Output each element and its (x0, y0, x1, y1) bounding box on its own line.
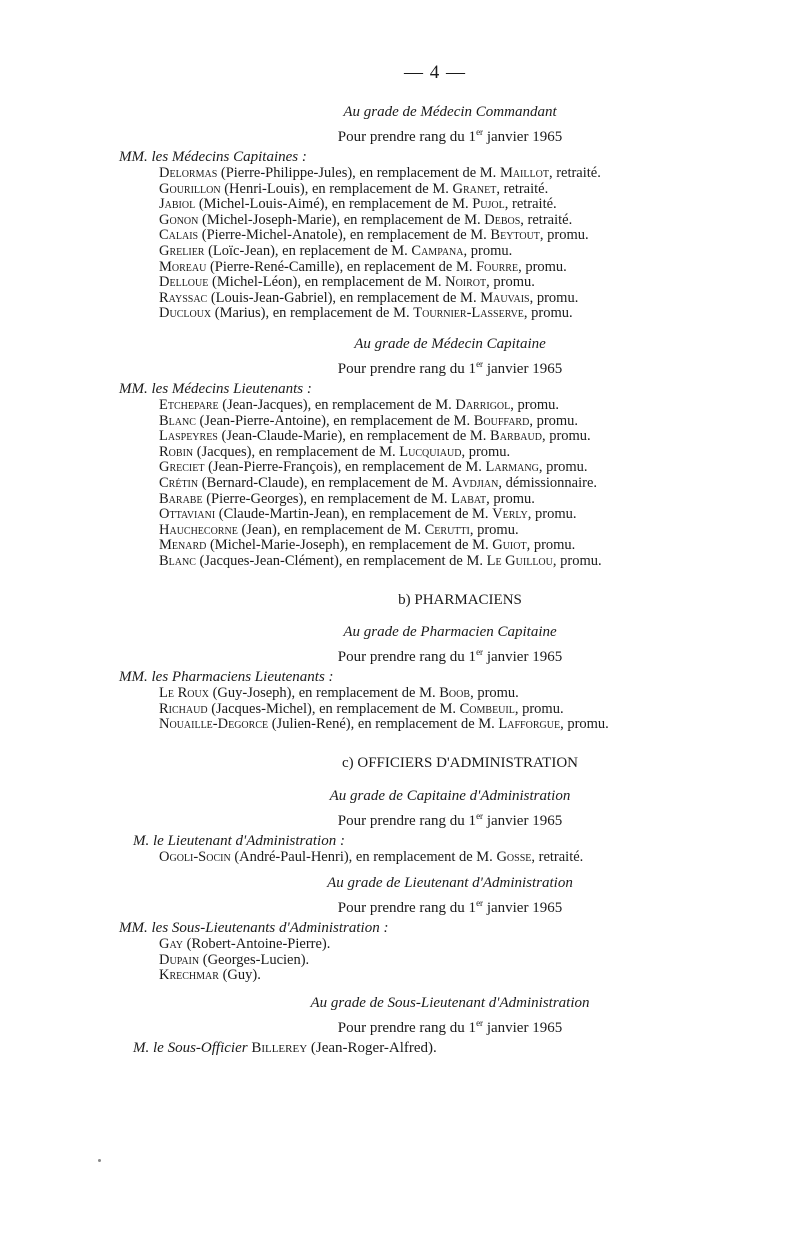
entries-list (0, 850, 800, 866)
person-name: Moreau (159, 258, 207, 275)
group-label: MM. les Médecins Lieutenants : (119, 381, 312, 397)
block-pharmacien-capitaine (0, 622, 800, 733)
replaced-name: Avdjian (451, 474, 499, 491)
entry-line (0, 702, 800, 718)
person-name: Delormas (159, 165, 218, 181)
entries-list (0, 686, 800, 733)
entry-line (0, 507, 800, 523)
entry-line (0, 523, 800, 539)
person-name: Blanc (159, 412, 196, 429)
rang-line: Pour prendre rang du 1er janvier 1965 (337, 127, 563, 145)
person-name: Crétin (159, 474, 199, 491)
grade-heading: Au grade de Pharmacien Capitaine (343, 624, 557, 640)
replaced-name: Le Guillou (486, 552, 553, 569)
person-name: Billerey (251, 1040, 308, 1056)
entry-status: , promu. (539, 227, 589, 244)
entry-status: , promu. (486, 490, 535, 507)
entry-detail: (Robert-Antoine-Pierre). (183, 936, 331, 952)
person-detail: (Jean-Roger-Alfred). (307, 1040, 437, 1056)
entry-detail: (Jean-Pierre-François), en remplacement de M. (204, 459, 486, 476)
group-label: MM. les Médecins Capitaines : (119, 149, 307, 165)
entry-line (0, 538, 800, 554)
person-name: Robin (159, 443, 194, 460)
grade-heading: Au grade de Médecin Capitaine (354, 336, 546, 352)
group-label: MM. les Pharmaciens Lieutenants : (119, 669, 334, 685)
grade-heading: Au grade de Capitaine d'Administration (329, 788, 571, 804)
replaced-name: Tournier-Lasserve (413, 305, 524, 322)
replaced-name: Lucquiaud (399, 443, 462, 460)
entry-line (0, 953, 800, 969)
entry-detail: (Georges-Lucien). (199, 951, 310, 968)
entry-status: , promu. (529, 412, 579, 429)
person-name: Barabe (159, 490, 203, 507)
entry-detail: (Marius), en remplacement de M. (211, 305, 414, 322)
entry-status: , promu. (527, 506, 577, 523)
person-name: Le Roux (159, 685, 209, 701)
entry-status: , promu. (461, 443, 511, 460)
person-name: Grelier (159, 242, 205, 259)
replaced-name: Verly (492, 506, 528, 523)
block-sous-lieutenant-administration (0, 993, 800, 1057)
entry-status: , démissionnaire. (498, 474, 598, 491)
entry-detail: (Michel-Joseph-Marie), en remplacement de M. (198, 211, 485, 228)
entry-line (0, 213, 800, 229)
person-name: Jabiol (159, 196, 196, 213)
entry-line (0, 260, 800, 276)
entry-status: , promu. (469, 521, 519, 538)
replaced-name: Boob (439, 685, 471, 701)
entry-status: , retraité. (531, 849, 584, 865)
entry-status: , promu. (560, 716, 609, 733)
entry-status: , promu. (514, 700, 564, 717)
entries-list (0, 937, 800, 984)
entry-line (0, 460, 800, 476)
section-heading-officiers: c) OFFICIERS D'ADMINISTRATION (341, 755, 579, 771)
entry-status: , promu. (552, 552, 602, 569)
entry-line (0, 476, 800, 492)
entry-detail: (Jacques-Michel), en remplacement de M. (207, 700, 460, 717)
speck (98, 1159, 101, 1162)
entry-line (0, 228, 800, 244)
entry-detail: (Jean-Jacques), en remplacement de M. (218, 397, 456, 413)
entries-list (0, 398, 800, 570)
grade-heading: Au grade de Sous-Lieutenant d'Administration (310, 995, 590, 1011)
entry-line (0, 275, 800, 291)
entry-status: , promu. (529, 289, 579, 306)
replaced-name: Labat (451, 490, 487, 507)
entry-line (0, 686, 800, 702)
entry-line (0, 554, 800, 570)
replaced-name: Combeuil (459, 700, 515, 717)
block-lieutenant-administration (0, 873, 800, 984)
replaced-name: Campana (411, 242, 464, 259)
rang-line: Pour prendre rang du 1er janvier 1965 (337, 1018, 563, 1036)
replaced-name: Lafforgue (498, 716, 561, 733)
person-name: Laspeyres (159, 428, 218, 445)
entry-line (0, 968, 800, 984)
person-name: Ogoli-Socin (159, 849, 231, 865)
entry-line (0, 182, 800, 198)
entry-status: , retraité. (504, 196, 557, 213)
entry-status: , promu. (526, 537, 576, 554)
group-label: MM. les Sous-Lieutenants d'Administration : (119, 920, 389, 936)
entry-detail: (Jacques), en remplacement de M. (193, 443, 400, 460)
replaced-name: Bouffard (473, 412, 530, 429)
entry-detail: (Jean), en remplacement de M. (237, 521, 425, 538)
replaced-name: Granet (452, 180, 497, 197)
entry-status: , retraité. (548, 165, 601, 181)
page-number: — 4 — (404, 62, 466, 83)
entry-detail: (Michel-Léon), en remplacement de M. (208, 274, 446, 291)
group-label: M. le Lieutenant d'Administration : (133, 833, 345, 849)
entry-detail: (Guy). (218, 967, 261, 984)
replaced-name: Guiot (492, 537, 527, 554)
person-name: Ducloux (159, 305, 212, 322)
person-name: Delloue (159, 274, 209, 291)
replaced-name: Fourre (476, 258, 519, 275)
entry-detail: (Guy-Joseph), en remplacement de M. (208, 685, 440, 701)
entry-status: , promu. (523, 305, 573, 322)
replaced-name: Mauvais (480, 289, 530, 306)
entry-line (0, 492, 800, 508)
person-name: Nouaille-Degorce (159, 716, 269, 733)
replaced-name: Darrigol (455, 397, 511, 413)
entry-detail: (Julien-René), en remplacement de M. (268, 716, 499, 733)
person-name: Hauchecorne (159, 521, 238, 538)
block-medecin-capitaine (0, 334, 800, 570)
group-label: M. le Sous-Officier (133, 1040, 252, 1056)
entry-detail: (Bernard-Claude), en remplacement de M. (198, 474, 452, 491)
entry-detail: (Loïc-Jean), en replacement de M. (204, 242, 412, 259)
entry-status: , retraité. (520, 211, 573, 228)
entry-detail: (Jean-Claude-Marie), en remplacement de M. (217, 428, 491, 445)
entry-detail: (Henri-Louis), en remplacement de M. (220, 180, 453, 197)
person-name: Calais (159, 227, 199, 244)
replaced-name: Barbaud (490, 428, 542, 445)
person-name: Gonon (159, 211, 199, 228)
entry-line (0, 429, 800, 445)
entry-line (0, 306, 800, 322)
person-name: Blanc (159, 552, 196, 569)
entries-list (0, 166, 800, 322)
person-name: Ottaviani (159, 506, 216, 523)
entry-line (0, 414, 800, 430)
entry-detail: (Pierre-Georges), en remplacement de M. (202, 490, 452, 507)
block-capitaine-administration (0, 786, 800, 866)
entry-detail: (Jacques-Jean-Clément), en remplacement de M. (195, 552, 487, 569)
rang-line: Pour prendre rang du 1er janvier 1965 (337, 359, 563, 377)
replaced-name: Pujol (472, 196, 505, 213)
replaced-name: Gosse (496, 849, 532, 865)
group-line (0, 1040, 800, 1057)
replaced-name: Cerutti (424, 521, 470, 538)
rang-line: Pour prendre rang du 1er janvier 1965 (337, 898, 563, 916)
block-medecin-commandant (0, 102, 800, 322)
rang-line: Pour prendre rang du 1er janvier 1965 (337, 811, 563, 829)
section-heading-pharmaciens: b) PHARMACIENS (398, 592, 522, 608)
entry-detail: (Jean-Pierre-Antoine), en remplacement de M. (195, 412, 474, 429)
person-name: Rayssac (159, 289, 208, 306)
entry-line (0, 717, 800, 733)
entry-status: , promu. (486, 274, 535, 291)
replaced-name: Beytout (490, 227, 540, 244)
entry-detail: (Michel-Marie-Joseph), en remplacement de M. (206, 537, 493, 554)
person-name: Menard (159, 537, 207, 554)
entry-status: , promu. (510, 397, 559, 413)
entry-status: , promu. (463, 242, 513, 259)
entry-line (0, 445, 800, 461)
grade-heading: Au grade de Lieutenant d'Administration (327, 875, 573, 891)
entry-detail: (Michel-Louis-Aimé), en remplacement de M. (195, 196, 473, 213)
person-name: Richaud (159, 700, 208, 717)
grade-heading: Au grade de Médecin Commandant (343, 104, 557, 120)
person-name: Gay (159, 936, 183, 952)
entry-status: , retraité. (496, 180, 549, 197)
person-name: Etchepare (159, 397, 219, 413)
entry-status: , promu. (541, 428, 591, 445)
entry-status: , promu. (470, 685, 519, 701)
entry-status: , promu. (538, 459, 588, 476)
entry-line (0, 291, 800, 307)
entry-line (0, 197, 800, 213)
person-name: Dupain (159, 951, 200, 968)
person-name: Krechmar (159, 967, 219, 984)
person-name: Greciet (159, 459, 205, 476)
entry-line (0, 937, 800, 953)
replaced-name: Debos (484, 211, 521, 228)
entry-detail: (André-Paul-Henri), en remplacement de M. (230, 849, 497, 865)
person-name: Gourillon (159, 180, 221, 197)
replaced-name: Larmang (485, 459, 539, 476)
entry-line (0, 244, 800, 260)
replaced-name: Maillot (499, 165, 549, 181)
entry-detail: (Pierre-Philippe-Jules), en remplacement de M. (217, 165, 500, 181)
entry-line (0, 166, 800, 182)
entry-line (0, 850, 800, 866)
entry-detail: (Claude-Martin-Jean), en remplacement de M. (215, 506, 493, 523)
replaced-name: Noirot (445, 274, 487, 291)
entry-detail: (Pierre-René-Camille), en replacement de M. (206, 258, 477, 275)
entry-detail: (Pierre-Michel-Anatole), en remplacement de M. (198, 227, 491, 244)
entry-detail: (Louis-Jean-Gabriel), en remplacement de M. (207, 289, 481, 306)
rang-line: Pour prendre rang du 1er janvier 1965 (337, 647, 563, 665)
entry-status: , promu. (518, 258, 567, 275)
entry-line (0, 398, 800, 414)
